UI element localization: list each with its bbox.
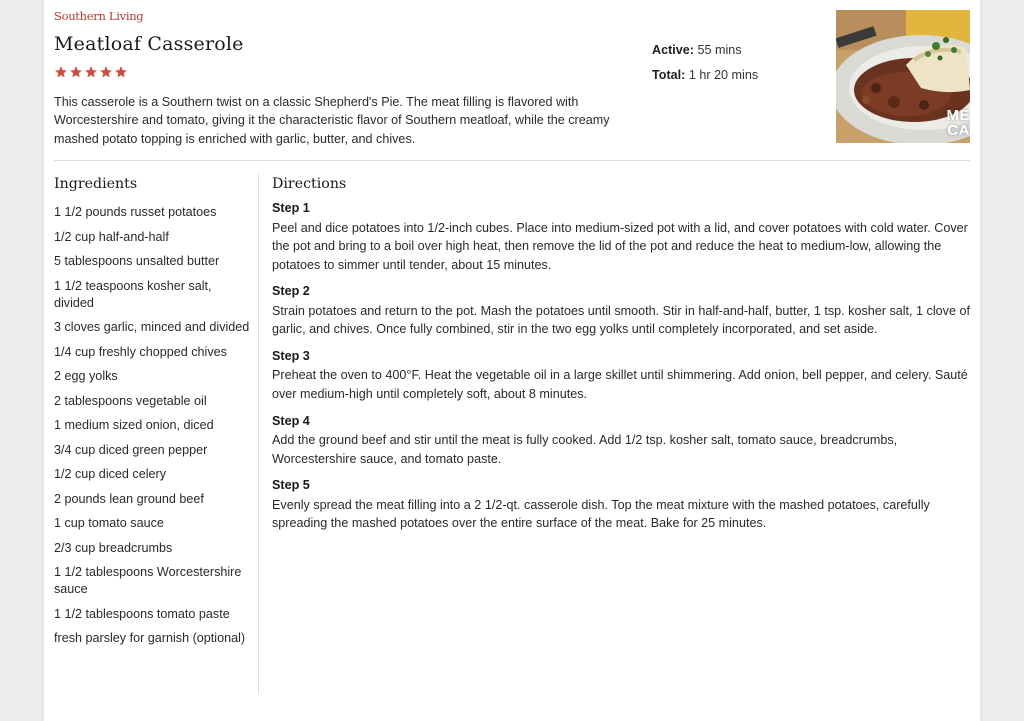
column-divider xyxy=(258,174,259,694)
ingredient-item: 1 medium sized onion, diced xyxy=(54,418,214,433)
photo-overlay-line1: ME xyxy=(946,107,970,124)
step-label: Step 5 xyxy=(272,478,310,493)
star-icon xyxy=(69,65,83,79)
ingredient-item: 1/2 cup diced celery xyxy=(54,467,167,482)
ingredient-item: 1 cup tomato sauce xyxy=(54,516,164,531)
ingredient-item: 2 egg yolks xyxy=(54,369,118,384)
directions-heading: Directions xyxy=(272,176,347,192)
step-text: Strain potatoes and return to the pot. Mash the potatoes until smooth. Stir in half-and-half, butter, 1 tsp. kosher salt, 1 clove of garlic, and chives. Once fully combined, stir in the two egg yolks until completely incorporated, and set aside. xyxy=(272,303,970,337)
active-time-label: Active: xyxy=(652,43,694,57)
directions-list xyxy=(272,200,972,542)
star-icon xyxy=(114,65,128,79)
ingredient-item: 1/2 cup half-and-half xyxy=(54,229,169,244)
ingredient-item: 1 1/2 teaspoons kosher salt, divided xyxy=(54,278,212,310)
star-icon xyxy=(84,65,98,79)
header-divider xyxy=(54,160,970,161)
direction-step xyxy=(272,348,972,404)
ingredients-heading: Ingredients xyxy=(54,176,138,192)
photo-overlay-line2: CA xyxy=(947,122,970,139)
step-label: Step 4 xyxy=(272,413,310,428)
active-time xyxy=(652,38,758,63)
star-icon xyxy=(54,65,68,79)
direction-step xyxy=(272,477,972,533)
step-label: Step 2 xyxy=(272,284,310,299)
step-label: Step 1 xyxy=(272,201,310,215)
recipe-photo[interactable] xyxy=(836,10,970,143)
ingredient-item: 2 pounds lean ground beef xyxy=(54,491,204,506)
star-rating xyxy=(54,65,128,79)
ingredient-item: 3 cloves garlic, minced and divided xyxy=(54,320,250,335)
ingredient-item: 2 tablespoons vegetable oil xyxy=(54,393,207,408)
total-time-label: Total: xyxy=(652,67,686,82)
direction-step xyxy=(272,200,972,274)
total-time xyxy=(652,63,758,88)
step-text: Evenly spread the meat filling into a 2 1/2-qt. casserole dish. Top the meat mixture with the mashed potatoes, carefully spreading the mashed potatoes over the entire surface of the meat. Bake for 25 minutes. xyxy=(272,497,930,531)
ingredient-item: 1 1/2 tablespoons tomato paste xyxy=(54,606,230,621)
step-text: Peel and dice potatoes into 1/2-inch cubes. Place into medium-sized pot with a lid, and cover potatoes with cold water. Cover the pot and bring to a boil over high heat, then remove the lid of the pot and reduce the heat to medium-low, allowing the potatoes to simmer until tender, about 15 minutes. xyxy=(272,220,968,272)
recipe-intro: This casserole is a Southern twist on a classic Shepherd's Pie. The meat filling is flavored with Worcestershire and tomato, giving it the characteristic flavor of Southern meatloaf, while the creamy mashed potato topping is enriched with garlic, butter, and chives. xyxy=(54,95,610,146)
direction-step xyxy=(272,413,972,469)
total-time-value: 1 hr 20 mins xyxy=(688,67,759,82)
recipe-card xyxy=(44,0,980,721)
step-text: Add the ground beef and stir until the meat is fully cooked. Add 1/2 tsp. kosher salt, tomato sauce, breadcrumbs, Worcestershire sauce, and tomato paste. xyxy=(272,433,898,466)
brand-logo[interactable]: Southern Living xyxy=(54,9,144,23)
step-text: Preheat the oven to 400°F. Heat the vegetable oil in a large skillet until shimmering. Add onion, bell pepper, and celery. Sauté over medium-high until completely soft, about 8 minutes. xyxy=(272,368,968,402)
ingredients-list xyxy=(54,204,250,655)
recipe-times xyxy=(652,38,758,87)
ingredient-item: 1/4 cup freshly chopped chives xyxy=(54,344,227,359)
ingredient-item: 2/3 cup breadcrumbs xyxy=(54,540,173,555)
ingredient-item: 1 1/2 pounds russet potatoes xyxy=(54,205,217,219)
recipe-title: Meatloaf Casserole xyxy=(54,33,244,55)
ingredient-item: fresh parsley for garnish (optional) xyxy=(54,631,246,646)
ingredient-item: 5 tablespoons unsalted butter xyxy=(54,254,220,268)
active-time-value: 55 mins xyxy=(697,43,742,57)
step-label: Step 3 xyxy=(272,348,310,363)
star-icon xyxy=(99,65,113,79)
ingredient-item: 3/4 cup diced green pepper xyxy=(54,442,208,457)
direction-step xyxy=(272,283,972,339)
ingredient-item: 1 1/2 tablespoons Worcestershire sauce xyxy=(54,565,242,597)
